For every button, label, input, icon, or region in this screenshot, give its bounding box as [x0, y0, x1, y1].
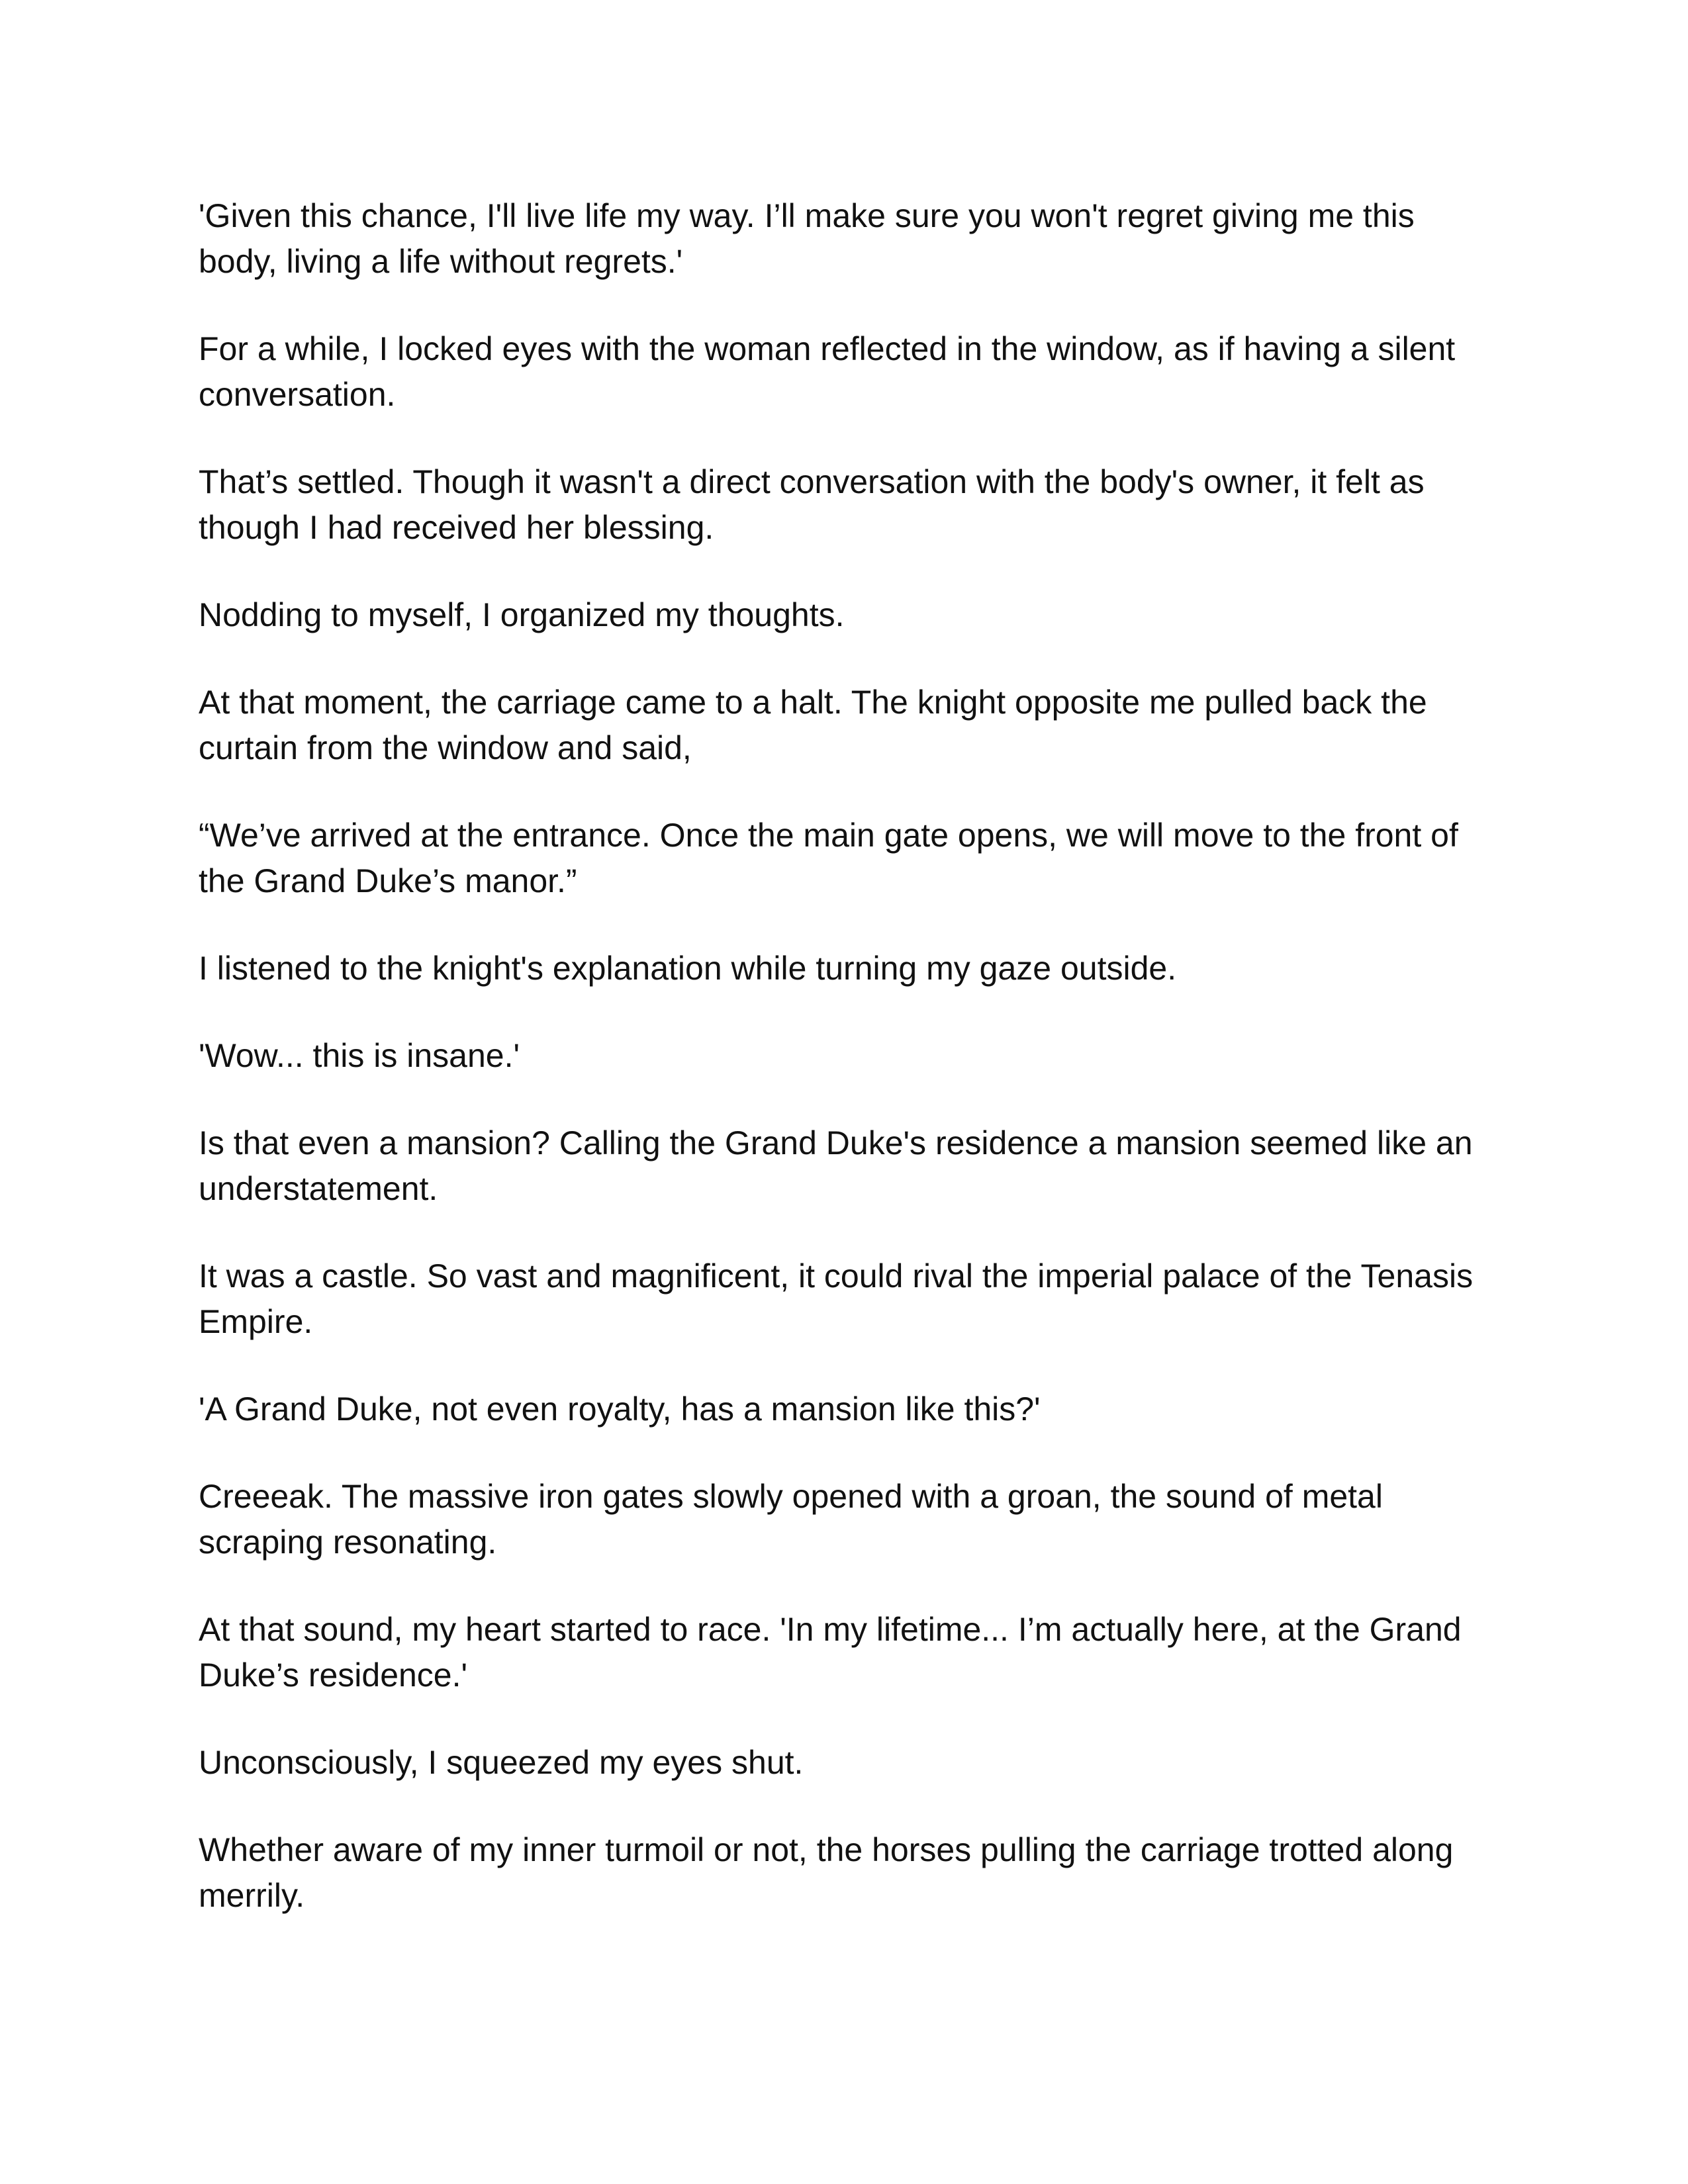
paragraph: Nodding to myself, I organized my thoughts.: [199, 596, 845, 633]
paragraph: 'Wow... this is insane.': [199, 1037, 520, 1074]
paragraph: At that sound, my heart started to race. 'In my lifetime... I’m actually here, at the Grand Duke’s residence.': [199, 1611, 1462, 1694]
paragraph: Creeeak. The massive iron gates slowly opened with a groan, the sound of metal scraping resonating.: [199, 1478, 1383, 1561]
paragraph: Is that even a mansion? Calling the Grand Duke's residence a mansion seemed like an understatement.: [199, 1124, 1473, 1207]
paragraph: Whether aware of my inner turmoil or not, the horses pulling the carriage trotted along merrily.: [199, 1831, 1454, 1914]
paragraph: At that moment, the carriage came to a halt. The knight opposite me pulled back the curtain from the window and said,: [199, 684, 1427, 766]
paragraph: Unconsciously, I squeezed my eyes shut.: [199, 1744, 804, 1781]
paragraph: It was a castle. So vast and magnificent, it could rival the imperial palace of the Tenasis Empire.: [199, 1257, 1474, 1340]
paragraph: That’s settled. Though it wasn't a direct conversation with the body's owner, it felt as though I had received her blessing.: [199, 463, 1425, 546]
paragraph: 'Given this chance, I'll live life my way. I’ll make sure you won't regret giving me this body, living a life without regrets.': [199, 197, 1415, 280]
paragraph: “We’ve arrived at the entrance. Once the main gate opens, we will move to the front of the Grand Duke’s manor.”: [199, 817, 1458, 899]
paragraph: For a while, I locked eyes with the woman reflected in the window, as if having a silent conversation.: [199, 330, 1456, 413]
paragraph: 'A Grand Duke, not even royalty, has a mansion like this?': [199, 1390, 1041, 1428]
paragraph: I listened to the knight's explanation while turning my gaze outside.: [199, 950, 1177, 987]
document-body: [199, 193, 1496, 1960]
